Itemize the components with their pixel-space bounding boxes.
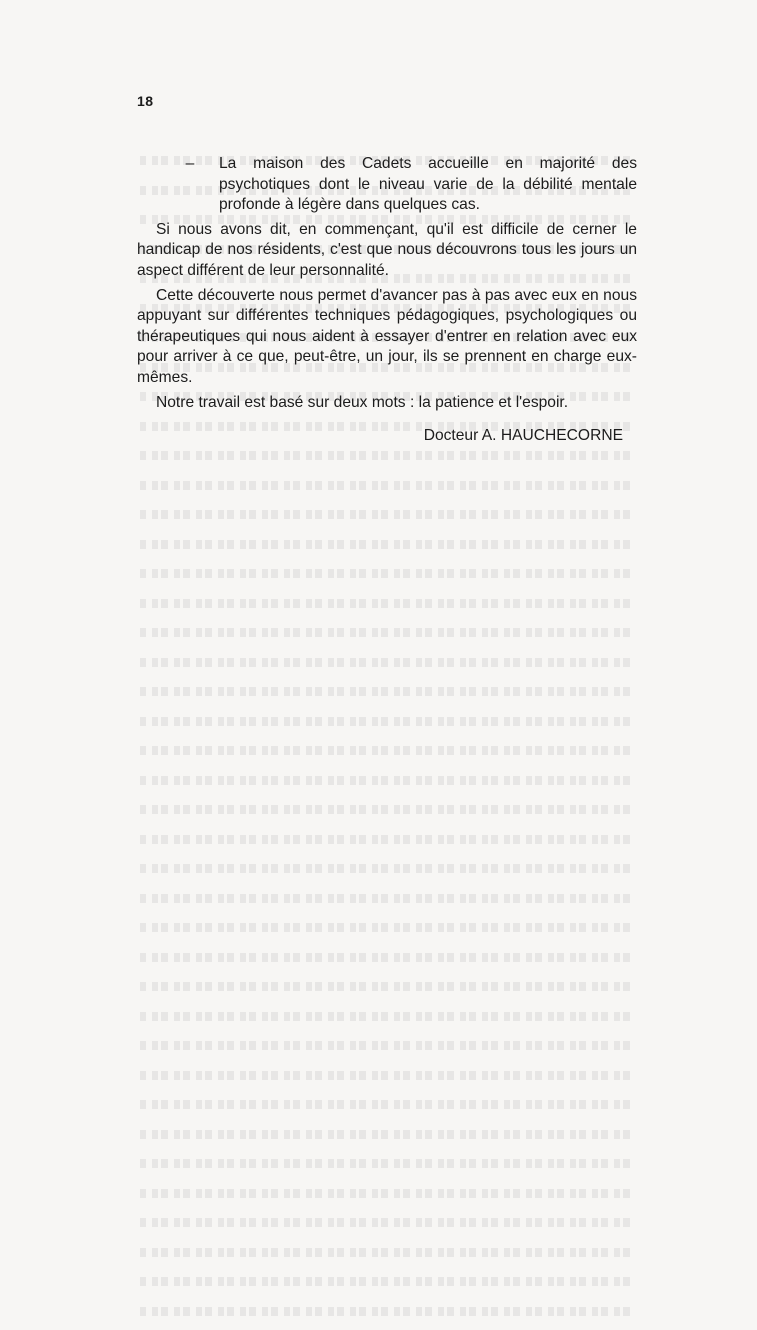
signature: Docteur A. HAUCHECORNE [423,427,623,445]
page-body [137,154,637,447]
paragraph-decouverte: Cette découverte nous permet d'avancer pas à pas avec eux en nous appuyant sur différentes techniques pédagogiques, psychologiques ou thérapeutiques qui nous aident à essayer d'entrer en relation avec eux pour arriver à ce que, peut-être, un jour, ils se prennent en charge eux-mêmes. [137,286,637,386]
page-number: 18 [137,93,154,109]
list-item [137,154,637,216]
paragraph-handicap: Si nous avons dit, en commençant, qu'il est difficile de cerner le handicap de nos résidents, c'est que nous découvrons tous les jours un aspect différent de leur personnalité. [137,220,637,279]
list-item-text: La maison des Cadets accueille en majorité des psychotiques dont le niveau varie de la débilité mentale profonde à légère dans quelques cas. [219,155,637,214]
paragraph-conclusion: Notre travail est basé sur deux mots : la patience et l'espoir. [156,393,569,411]
list-dash: – [185,155,195,172]
